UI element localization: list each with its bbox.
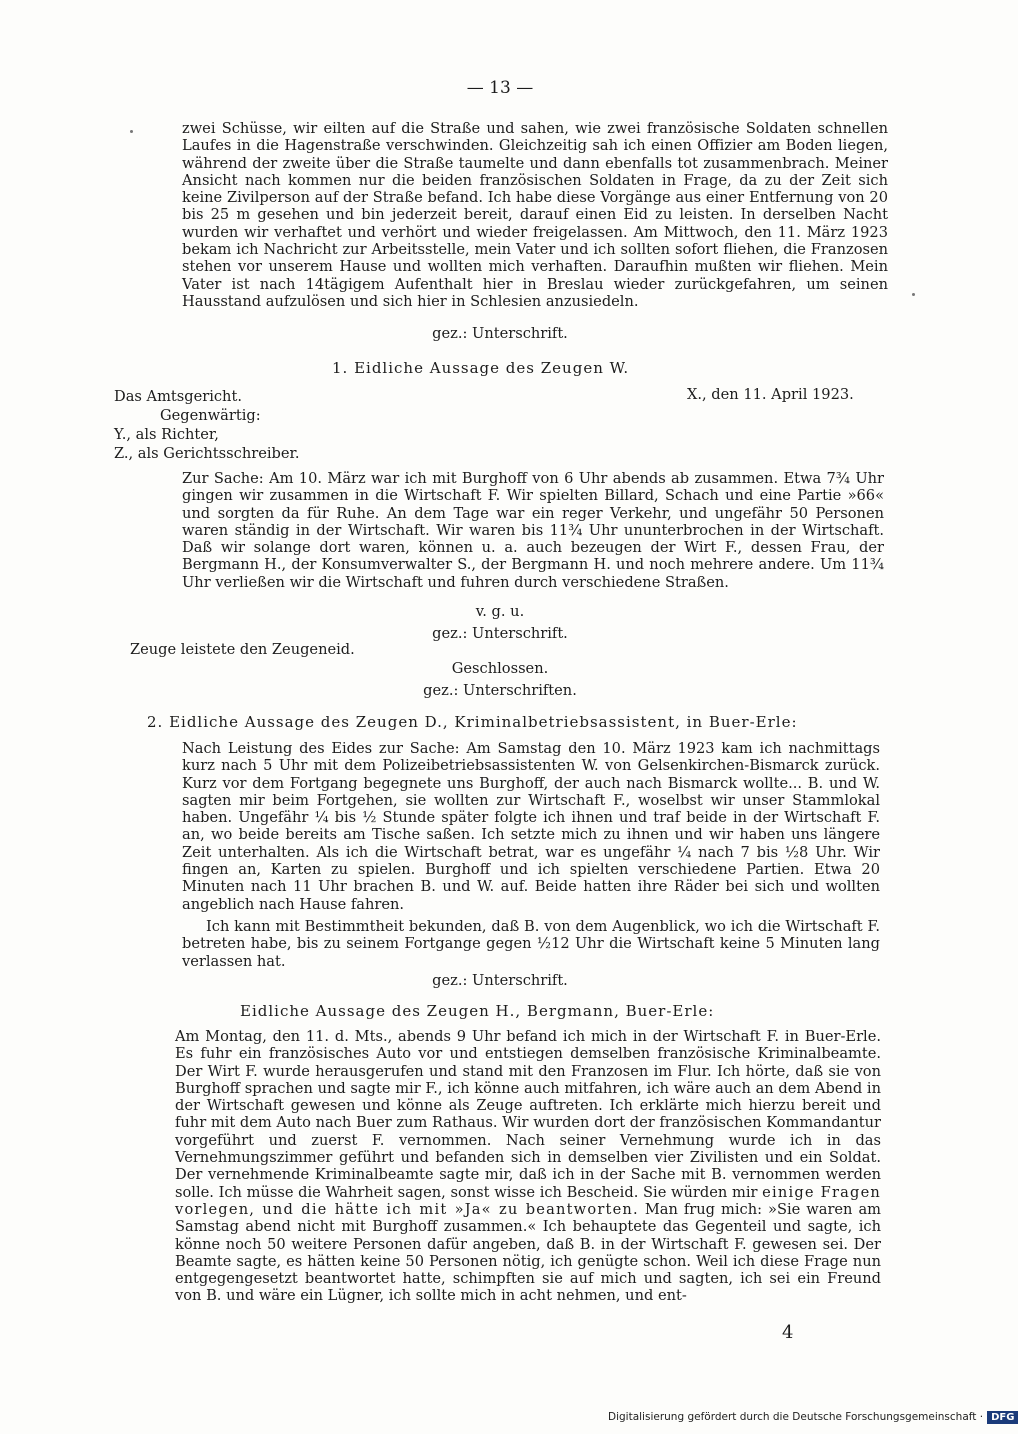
footer-text: Digitalisierung gefördert durch die Deutsche Forschungsgemeinschaft · — [608, 1411, 984, 1423]
margin-dot — [130, 130, 133, 133]
oath-line: Zeuge leistete den Zeugeneid. — [130, 641, 355, 658]
page-number: — 13 — — [466, 78, 534, 98]
signature-2: gez.: Unterschrift. — [432, 625, 568, 642]
footer-credit — [608, 1411, 1018, 1424]
paragraph-3b: Ich kann mit Bestimmtheit bekunden, daß B. von dem Augenblick, wo ich die Wirtschaft F. betreten habe, bis zu seinem Fortgange gegen ½12 Uhr die Wirtschaft keine 5 Minuten lang verlassen hat. — [182, 918, 880, 970]
heading-witness-d: 2. Eidliche Aussage des Zeugen D., Kriminalbetriebsassistent, in Buer-Erle: — [147, 713, 798, 731]
heading-witness-w: 1. Eidliche Aussage des Zeugen W. — [332, 359, 630, 377]
paragraph-4-spaced: einige Fragen vorlegen, und die hätte ich mit »Ja« zu beantworten. — [175, 1183, 881, 1218]
judge-line: Y., als Richter, — [114, 426, 219, 443]
closed-line: Geschlossen. — [451, 660, 549, 677]
signature-1: gez.: Unterschrift. — [432, 325, 568, 342]
margin-dot — [912, 293, 915, 296]
clerk-line: Z., als Gerichtsschreiber. — [114, 445, 300, 462]
court-label: Das Amtsgericht. — [114, 388, 242, 405]
vgu-line: v. g. u. — [475, 603, 525, 620]
paragraph-2: Zur Sache: Am 10. März war ich mit Burghoff von 6 Uhr abends ab zusammen. Etwa 7¾ Uhr gingen wir zusammen in die Wirtschaft F. Wir spielten Billard, Schach und eine Partie »66« und sorgten da für Ruhe. An dem Tage war ein reger Verkehr, und ungefähr 50 Personen waren ständig in der Wirtschaft. Wir waren bis 11¾ Uhr ununterbrochen in der Wirtschaft. Daß wir solange dort waren, können u. a. auch bezeugen der Wirt F., dessen Frau, der Bergmann H., der Konsumverwalter S., der Bergmann H. und noch mehrere andere. Um 11¾ Uhr verließen wir die Wirtschaft und fuhren durch verschiedene Straßen. — [182, 470, 884, 591]
paragraph-4 — [175, 1028, 881, 1305]
signature-3: gez.: Unterschriften. — [423, 682, 577, 699]
heading-witness-h: Eidliche Aussage des Zeugen H., Bergmann, Buer-Erle: — [240, 1002, 715, 1020]
paragraph-1: zwei Schüsse, wir eilten auf die Straße und sahen, wie zwei französische Soldaten schnellen Laufes in die Hagenstraße verschwinden. Gleichzeitig sah ich einen Offizier am Boden liegen, während der zweite über die Straße taumelte und dann ebenfalls tot zusammenbrach. Meiner Ansicht nach kommen nur die beiden französischen Soldaten in Frage, da zu der Zeit sich keine Zivilperson auf der Straße befand. Ich habe diese Vorgänge aus einer Entfernung von 20 bis 25 m gesehen und bin jederzeit bereit, darauf einen Eid zu leisten. In derselben Nacht wurden wir verhaftet und verhört und wieder freigelassen. Am Mittwoch, den 11. März 1923 bekam ich Nachricht zur Arbeitsstelle, mein Vater und ich sollten sofort fliehen, die Franzosen stehen vor unserem Hause und wollten mich verhaften. Daraufhin mußten wir fliehen. Mein Vater ist nach 14tägigem Aufenthalt hier in Breslau wieder zurückgefahren, um seinen Hausstand aufzulösen und sich hier in Schlesien anzusiedeln. — [182, 120, 888, 310]
signature-4: gez.: Unterschrift. — [432, 972, 568, 989]
signature-mark: 4 — [782, 1322, 794, 1343]
present-label: Gegenwärtig: — [160, 407, 261, 424]
paragraph-4-part-b: Man frug mich: »Sie waren am Samstag abend nicht mit Burghoff zusammen.« Ich behauptete das Gegenteil und sagte, ich könne noch 50 weitere Personen dafür angeben, daß B. in der Wirtschaft F. gewesen sei. Der Beamte sagte, es hätten keine 50 Personen nötig, ich genügte schon. Weil ich diese Frage nun entgegengesetzt beantwortet hatte, schimpften sie auf mich und sagten, ich sei ein Freund von B. und wäre ein Lügner, ich sollte mich in acht nehmen, und ent- — [175, 1200, 882, 1305]
paragraph-3: Nach Leistung des Eides zur Sache: Am Samstag den 10. März 1923 kam ich nachmittags kurz nach 5 Uhr mit dem Polizeibetriebsassistenten W. von Gelsenkirchen-Bismarck zurück. Kurz vor dem Fortgang begegnete uns Burghoff, der auch nach Bismarck wollte... B. und W. sagten mir beim Fortgehen, sie wollten zur Wirtschaft F., woselbst wir unser Stammlokal haben. Ungefähr ¼ bis ½ Stunde später folgte ich ihnen und traf beide in der Wirtschaft F. an, wo beide bereits am Tische saßen. Ich setzte mich zu ihnen und wir haben uns längere Zeit unterhalten. Als ich die Wirtschaft betrat, war es ungefähr ¼ nach 7 bis ½8 Uhr. Wir fingen an, Karten zu spielen. Burghoff und ich spielten verschiedene Partien. Etwa 20 Minuten nach 11 Uhr brachen B. und W. auf. Beide hatten ihre Räder bei sich und wollten angeblich nach Hause fahren. — [182, 740, 880, 913]
paragraph-4-part-a: Am Montag, den 11. d. Mts., abends 9 Uhr befand ich mich in der Wirtschaft F. in Buer-Erle. Es fuhr ein französisches Auto vor und entstiegen demselben französische Kriminalbeamte. Der Wirt F. wurde herausgerufen und stand mit den Franzosen im Flur. Ich hörte, daß sie von Burghoff sprachen und sagte mir F., ich könne auch mitfahren, ich wäre auch an dem Abend in der Wirtschaft gewesen und könne als Zeuge auftreten. Ich erklärte mich hierzu bereit und fuhr mit dem Auto nach Buer zum Rathaus. Wir wurden dort der französischen Kommandantur vorgeführt und zuerst F. vernommen. Nach seiner Vernehmung wurde ich in das Vernehmungszimmer geführt und befanden sich in demselben vier Zivilisten und ein Soldat. Der vernehmende Kriminalbeamte sagte mir, daß ich in der Sache mit B. vernommen werden solle. Ich müsse die Wahrheit sagen, sonst wisse ich Bescheid. Sie würden mir — [175, 1028, 881, 1201]
place-date: X., den 11. April 1923. — [687, 386, 854, 403]
dfg-logo: DFG — [987, 1411, 1018, 1424]
